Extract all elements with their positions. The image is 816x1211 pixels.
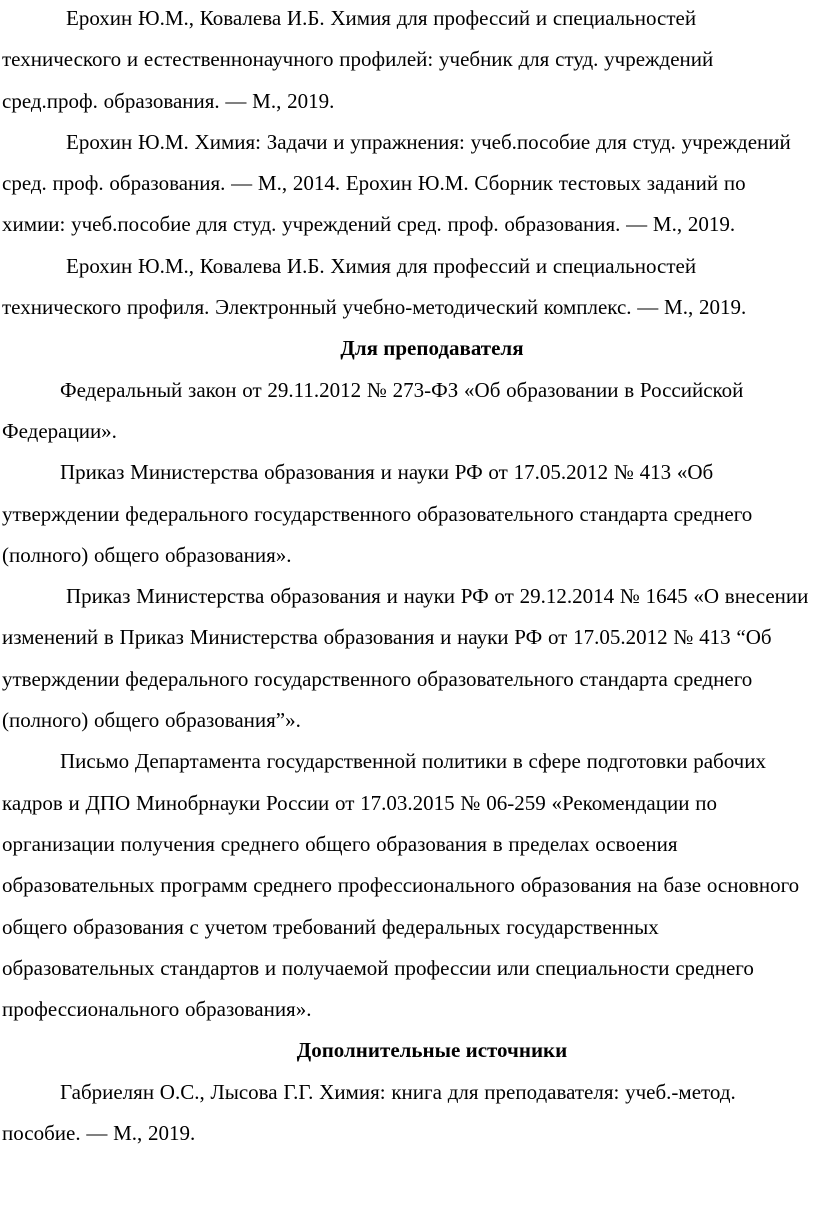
reference-paragraph: Ерохин Ю.М., Ковалева И.Б. Химия для профессий и специальностей технического профиля. Электронный учебно-методический комплекс. — М., 2019. [2, 253, 747, 320]
section-heading-teacher: Для преподавателя [340, 336, 524, 361]
section-heading-additional: Дополнительные источники [296, 1038, 568, 1063]
reference-paragraph: Приказ Министерства образования и науки РФ от 29.12.2014 № 1645 «О внесении изменений в Приказ Министерства образования и науки РФ от 17.05.2012 № 413 “Об утверждении федерального государственного образовательного стандарта среднего (полного) общего образования”». [2, 584, 809, 733]
reference-paragraph: Приказ Министерства образования и науки РФ от 17.05.2012 № 413 «Об утверждении федерального государственного образовательного стандарта среднего (полного) общего образования». [2, 460, 753, 567]
reference-paragraph: Письмо Департамента государственной политики в сфере подготовки рабочих кадров и ДПО Минобрнауки России от 17.03.2015 № 06-259 «Рекомендации по организации получения среднего общего образования в пределах освоения образовательных программ среднего профессионального образования на базе основного общего образования с учетом требований федеральных государственных образовательных стандартов и получаемой профессии или специальности среднего профессионального образования». [2, 749, 800, 1022]
reference-paragraph: Ерохин Ю.М. Химия: Задачи и упражнения: учеб.пособие для студ. учреждений сред. проф. образования. — М., 2014. Ерохин Ю.М. Сборник тестовых заданий по химии: учеб.пособие для студ. учреждений сред. проф. образования. — М., 2019. [2, 129, 791, 237]
reference-paragraph: Габриелян О.С., Лысова Г.Г. Химия: книга для преподавателя: учеб.-метод. пособие. — М., 2019. [2, 1079, 736, 1146]
reference-paragraph: Федеральный закон от 29.11.2012 № 273-ФЗ «Об образовании в Российской Федерации». [2, 377, 744, 443]
reference-paragraph: Ерохин Ю.М., Ковалева И.Б. Химия для профессий и специальностей технического и естественнонаучного профилей: учебник для студ. учреждений сред.проф. образования. — М., 2019. [2, 6, 714, 113]
